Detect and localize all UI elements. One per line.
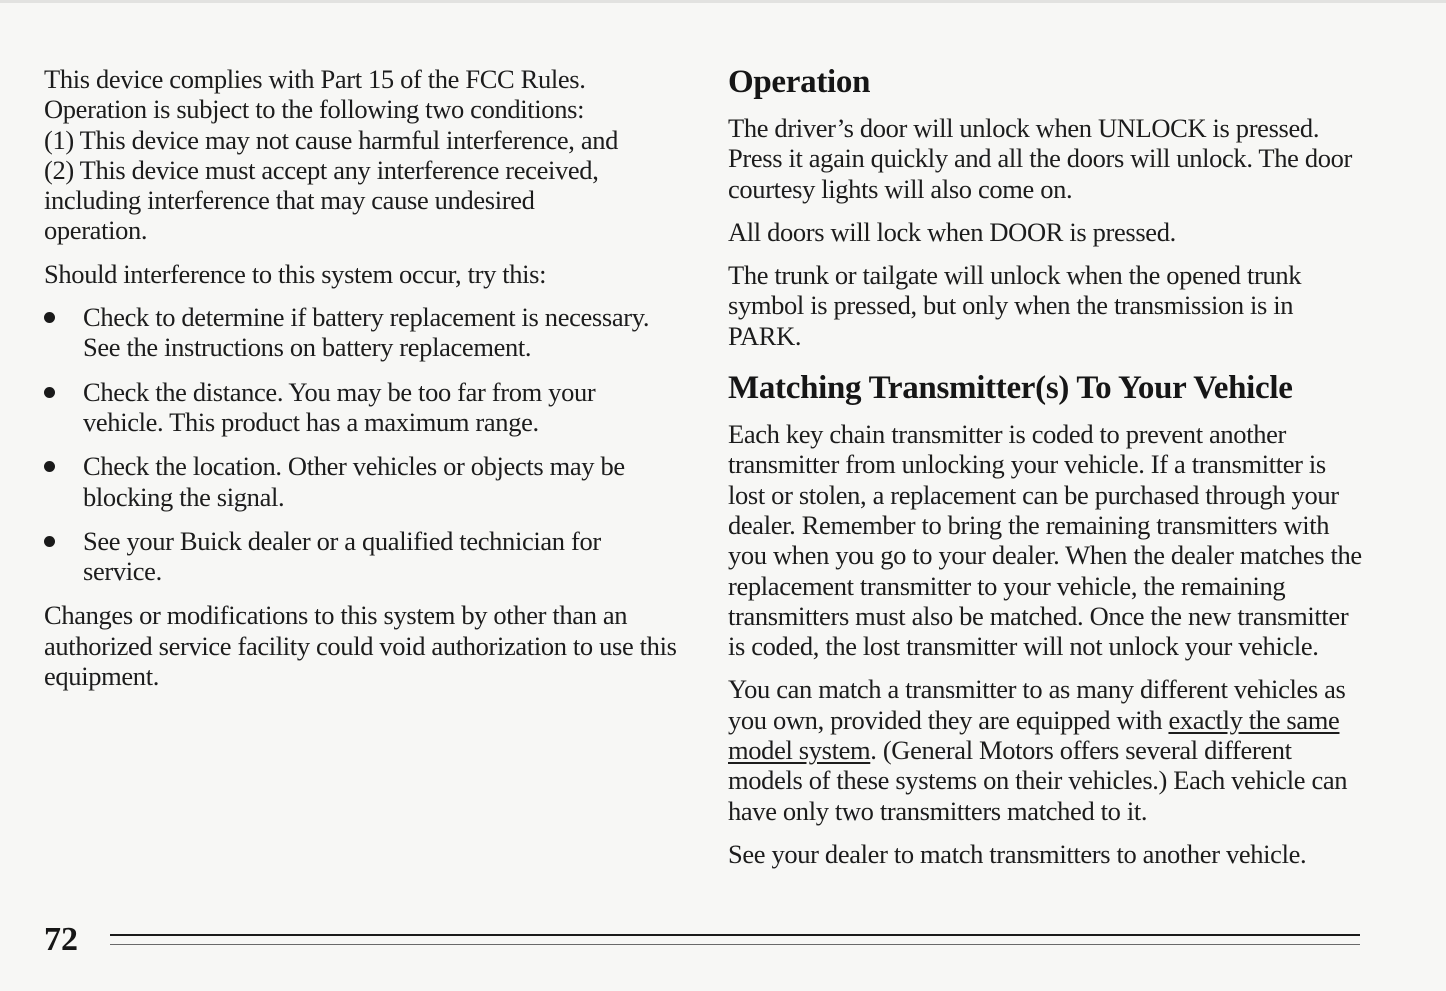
footer-rule: [110, 934, 1360, 936]
fcc-line: including interference that may cause undesired: [44, 185, 535, 216]
list-item: [44, 526, 680, 587]
matching-paragraph-coding: Each key chain transmitter is coded to prevent another transmitter from unlocking your vehicle. If a transmitter is lost or stolen, a replacement can be purchased through your dealer. Remember to bring the remaining transmitters with you when you go to your dealer. When the dealer matches the replacement transmitter to your vehicle, the remaining transmitters must also be matched. Once the new transmitter is coded, the lost transmitter will not unlock your vehicle.: [728, 419, 1362, 662]
fcc-line: (2) This device must accept any interference received,: [44, 154, 599, 185]
left-column: [44, 62, 680, 691]
fcc-line: This device complies with Part 15 of the FCC Rules.: [44, 64, 586, 94]
matching-paragraph-multiple-vehicles: [728, 674, 1368, 825]
troubleshooting-list: [44, 302, 680, 586]
operation-paragraph-lock: All doors will lock when DOOR is pressed.: [728, 216, 1176, 247]
page-top-edge: [0, 0, 1446, 3]
fcc-line: Operation is subject to the following two conditions:: [44, 94, 585, 125]
operation-heading: Operation: [728, 64, 871, 100]
fcc-compliance-paragraph: [44, 64, 680, 246]
modifications-paragraph: Changes or modifications to this system by other than an authorized service facility could void authorization to use this equipment.: [44, 600, 677, 692]
list-item-text: Check the location. Other vehicles or objects may be blocking the signal.: [83, 451, 625, 512]
operation-paragraph-trunk: The trunk or tailgate will unlock when the opened trunk symbol is pressed, but only when the transmission is in PARK.: [728, 260, 1302, 351]
fcc-line: (1) This device may not cause harmful interference, and: [44, 124, 619, 155]
matching-text-after: . (General Motors offers several different models of these systems on their vehicles.) Each vehicle can have only two transmitters matched to it.: [728, 735, 1348, 826]
list-item: [44, 377, 680, 438]
fcc-line: operation.: [44, 215, 148, 246]
matching-heading: Matching Transmitter(s) To Your Vehicle: [728, 370, 1293, 407]
list-item: [44, 451, 680, 512]
list-item-text: Check the distance. You may be too far from your vehicle. This product has a maximum range.: [83, 376, 596, 437]
list-item-text: See your Buick dealer or a qualified technician for service.: [83, 525, 601, 587]
list-item-text: Check to determine if battery replacement is necessary. See the instructions on battery replacement.: [83, 302, 650, 363]
emphasis-underlined-text: exactly the same model system: [728, 704, 1340, 766]
footer-rule-thin: [110, 944, 1360, 945]
right-column: [728, 62, 1368, 869]
matching-text-before: You can match a transmitter to as many different vehicles as you own, provided they are equipped with: [728, 674, 1346, 735]
list-item: [44, 302, 680, 363]
operation-paragraph-unlock: The driver’s door will unlock when UNLOCK is pressed. Press it again quickly and all the doors will unlock. The door courtesy lights will also come on.: [728, 113, 1353, 204]
interference-intro: Should interference to this system occur, try this:: [44, 258, 547, 289]
dealer-paragraph: See your dealer to match transmitters to another vehicle.: [728, 838, 1307, 869]
bullet-icon: [44, 312, 55, 323]
bullet-icon: [44, 461, 55, 472]
page-number: 72: [44, 921, 78, 958]
bullet-icon: [44, 387, 55, 398]
bullet-icon: [44, 536, 55, 547]
